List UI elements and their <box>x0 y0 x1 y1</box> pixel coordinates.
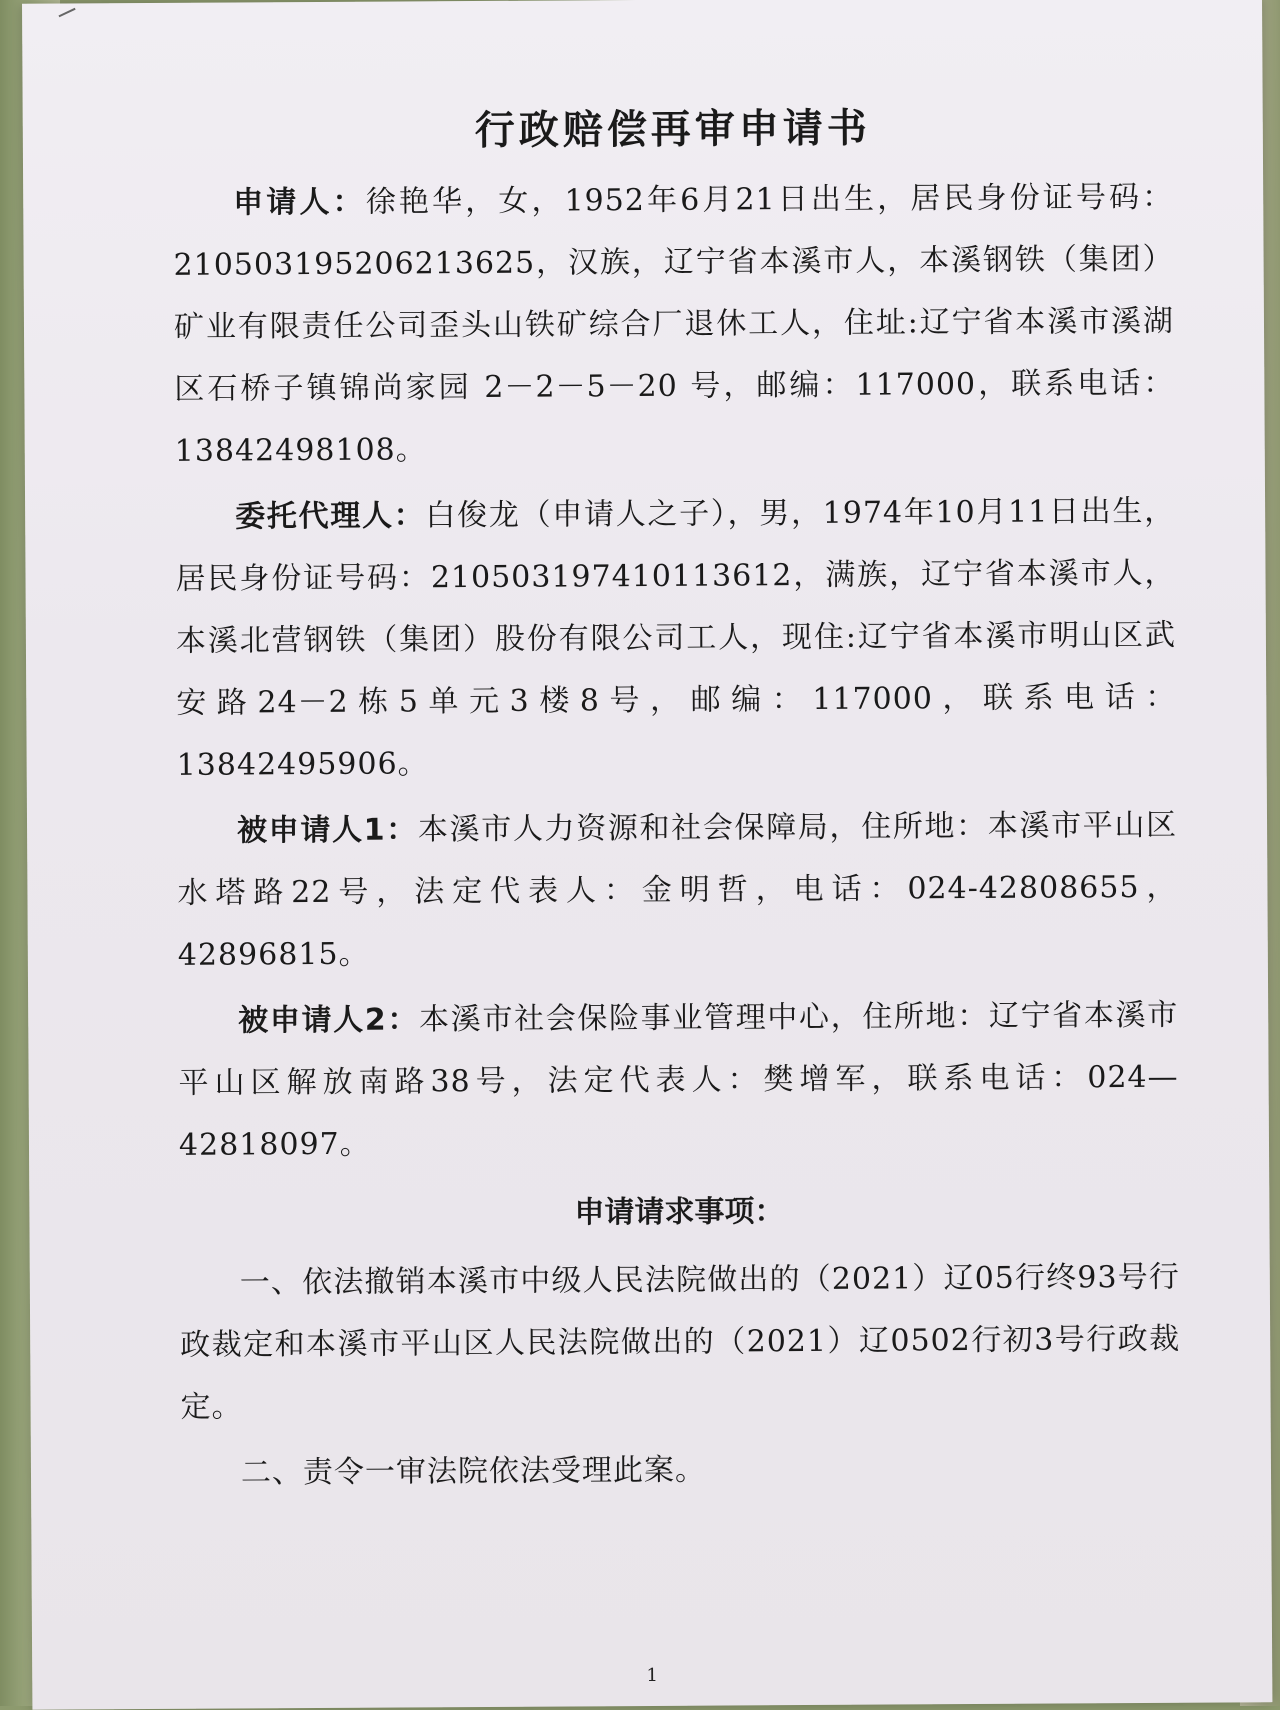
agent-label: 委托代理人： <box>235 498 426 535</box>
document-title: 行政赔偿再审申请书 <box>474 105 871 155</box>
agent-paragraph <box>175 481 1177 797</box>
agent-text: 白俊龙（申请人之子），男，1974年10月11日出生，居民身份证号码：210503197410113612，满族，辽宁省本溪市人，本溪北营钢铁（集团）股份有限公司工人，现住:辽宁省本溪市明山区武安路24－2栋5单元3楼8号，邮编：117000，联系电话：13842495906。 <box>175 493 1177 783</box>
respondent1-label: 被申请人1： <box>236 812 419 849</box>
respondent2-text: 本溪市社会保险事业管理中心，住所地：辽宁省本溪市平山区解放南路38号，法定代表人：樊增军，联系电话：024—42818097。 <box>178 997 1179 1163</box>
request-item-2: 二、责令一审法院依法受理此案。 <box>240 1452 707 1491</box>
page-number: 1 <box>646 1664 659 1687</box>
respondent1-paragraph <box>177 795 1178 987</box>
document-page <box>22 0 1272 1710</box>
paper-speck <box>59 8 76 18</box>
document-body <box>173 97 1182 1509</box>
respondent2-label: 被申请人2： <box>238 1002 420 1039</box>
request-item-1: 一、依法撤销本溪市中级人民法院做出的（2021）辽05行终93号行政裁定和本溪市平山区人民法院做出的（2021）辽0502行初3号行政裁定。 <box>180 1259 1181 1425</box>
applicant-text: 徐艳华，女，1952年6月21日出生，居民身份证号码：210503195206213625，汉族，辽宁省本溪市人，本溪钢铁（集团）矿业有限责任公司歪头山铁矿综合厂退休工人，住址:辽宁省本溪市溪湖区石桥子镇锦尚家园 2－2－5－20 号，邮编：117000，联系电话：13842498108。 <box>173 179 1175 469</box>
applicant-paragraph <box>173 167 1175 483</box>
requests-heading: 申请请求事项： <box>574 1194 785 1231</box>
respondent2-paragraph <box>178 985 1179 1177</box>
respondent1-text: 本溪市人力资源和社会保障局，住所地：本溪市平山区水塔路22号，法定代表人：金明哲，电话：024-42808655，42896815。 <box>177 807 1178 973</box>
applicant-label: 申请人： <box>233 184 366 221</box>
